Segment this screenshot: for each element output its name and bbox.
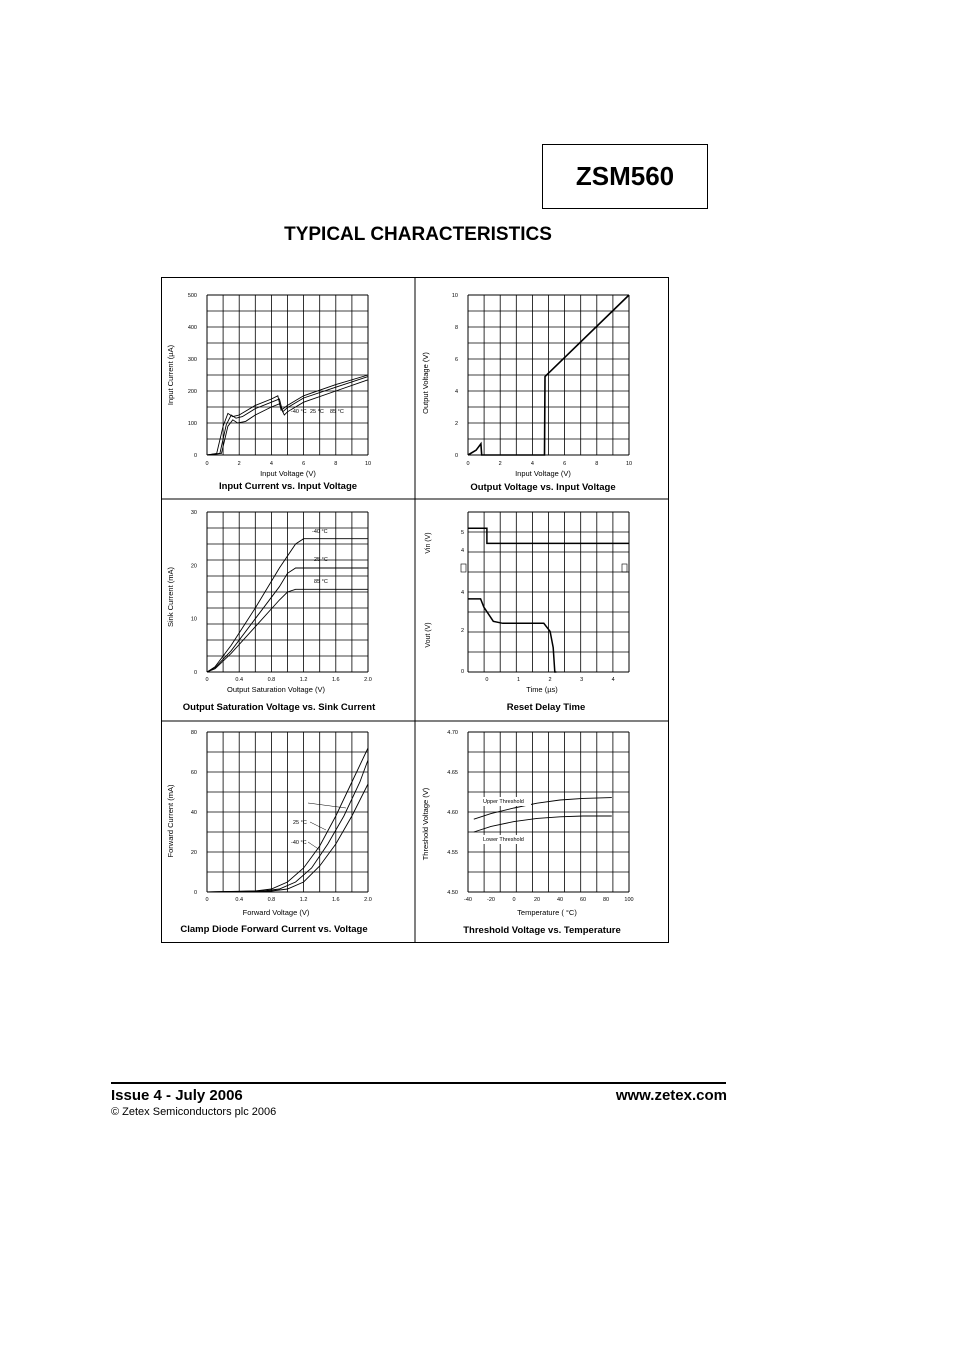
y-tick-label: 6 bbox=[454, 357, 458, 363]
x-tick-label: 0 bbox=[205, 897, 209, 903]
chart-title: Reset Delay Time bbox=[506, 702, 586, 713]
leader-line bbox=[308, 842, 320, 850]
x-tick-label: 1.6 bbox=[331, 897, 340, 903]
footer-divider bbox=[111, 1082, 726, 1084]
x-tick-label: 0 bbox=[466, 461, 470, 467]
y-axis-label: Input Current (µA) bbox=[166, 344, 175, 406]
x-axis-label: Output Saturation Voltage (V) bbox=[227, 685, 325, 694]
y-axis-label: Forward Current (mA) bbox=[166, 784, 175, 858]
x-tick-label: 2 bbox=[498, 461, 502, 467]
y-tick-label: 40 bbox=[190, 810, 197, 816]
y-tick-label: 20 bbox=[190, 850, 197, 856]
x-tick-label: 1.6 bbox=[331, 677, 340, 683]
y-tick-label: 0 bbox=[193, 670, 197, 676]
x-tick-label: 2.0 bbox=[364, 677, 372, 683]
x-tick-label: -20 bbox=[487, 897, 495, 903]
series-label: 85 °C bbox=[330, 409, 344, 415]
x-tick-label: 20 bbox=[533, 897, 541, 903]
x-tick-label: 3 bbox=[580, 677, 584, 683]
leader-line bbox=[310, 822, 326, 830]
x-tick-label: 60 bbox=[579, 897, 587, 903]
y-tick-label: 4.55 bbox=[447, 850, 458, 856]
x-tick-label: 0 bbox=[205, 677, 209, 683]
x-axis-label: Input Voltage (V) bbox=[260, 469, 316, 478]
x-tick-label: 6 bbox=[302, 461, 306, 467]
chart-title: Clamp Diode Forward Current vs. Voltage bbox=[180, 924, 368, 935]
y-axis-label: Output Voltage (V) bbox=[421, 352, 430, 414]
x-tick-label: 6 bbox=[563, 461, 567, 467]
series-label: 85 °C bbox=[314, 579, 328, 585]
y-tick-label: 20 bbox=[190, 563, 197, 570]
y-tick-label: 80 bbox=[190, 730, 197, 736]
x-tick-label: 2 bbox=[548, 677, 552, 683]
series-line-vout bbox=[468, 599, 556, 672]
axis-marker bbox=[461, 564, 466, 572]
series-label: 25 °C bbox=[310, 409, 324, 415]
x-tick-label: 2 bbox=[237, 461, 241, 467]
y-tick-label: 100 bbox=[187, 421, 197, 427]
y-tick-label: 4.50 bbox=[447, 890, 458, 896]
series-label: Lower Threshold bbox=[483, 837, 524, 843]
x-tick-label: 80 bbox=[602, 897, 610, 903]
chart-title: Output Voltage vs. Input Voltage bbox=[470, 482, 616, 493]
copyright: © Zetex Semiconductors plc 2006 bbox=[111, 1106, 277, 1118]
x-axis-label: Forward Voltage (V) bbox=[242, 908, 310, 917]
y-tick-label: 4.60 bbox=[447, 810, 458, 816]
x-tick-label: 0.4 bbox=[235, 677, 244, 683]
x-tick-label: 4 bbox=[611, 677, 615, 683]
website-link[interactable]: www.zetex.com bbox=[615, 1087, 727, 1104]
x-tick-label: 4 bbox=[269, 461, 273, 467]
x-tick-label: 1 bbox=[516, 677, 521, 683]
series-label: 25 °C bbox=[293, 820, 307, 826]
x-tick-label: 1.2 bbox=[299, 677, 308, 683]
y-tick-label: 30 bbox=[190, 510, 197, 516]
series-label: 25 °C bbox=[314, 557, 328, 563]
chart-title: Output Saturation Voltage vs. Sink Current bbox=[182, 702, 376, 713]
series-line-lower-threshold bbox=[474, 816, 612, 832]
x-tick-label: 100 bbox=[624, 897, 634, 903]
y-tick-label: 0 bbox=[454, 453, 458, 459]
y-tick-label: 0 bbox=[193, 453, 197, 459]
y-tick-label: 400 bbox=[187, 325, 197, 331]
y-axis-label-vin: Vin (V) bbox=[425, 532, 432, 554]
x-tick-label: 0.8 bbox=[267, 677, 276, 683]
x-tick-label: 4 bbox=[530, 461, 534, 467]
x-tick-label: 0 bbox=[485, 677, 489, 683]
y-tick-label: 0 bbox=[460, 669, 464, 675]
x-tick-label: 0.4 bbox=[235, 897, 244, 903]
y-tick-label: 2 bbox=[454, 421, 458, 427]
x-tick-label: 2.0 bbox=[364, 897, 372, 903]
y-tick-label: 10 bbox=[451, 293, 458, 299]
series-label: Upper Threshold bbox=[483, 799, 524, 805]
y-tick-label: 4.70 bbox=[447, 730, 458, 736]
y-tick-label: 10 bbox=[190, 616, 197, 623]
x-tick-label: 8 bbox=[334, 461, 338, 467]
y-axis-label: Threshold Voltage (V) bbox=[421, 787, 430, 861]
y-tick-label: 8 bbox=[454, 325, 458, 331]
x-tick-label: -40 bbox=[464, 897, 472, 903]
x-tick-label: 10 bbox=[625, 461, 633, 467]
x-axis-label: Temperature ( °C) bbox=[517, 908, 577, 917]
axis-marker bbox=[622, 564, 627, 572]
x-tick-label: 40 bbox=[556, 897, 564, 903]
y-tick-label: 60 bbox=[190, 770, 197, 776]
y-tick-label: 5 bbox=[460, 530, 464, 536]
y-tick-label: 0 bbox=[193, 890, 197, 896]
series-label: -40 °C bbox=[291, 840, 307, 846]
y-tick-label: 4 bbox=[454, 389, 458, 395]
y-tick-label: 4 bbox=[460, 590, 464, 596]
x-tick-label: 10 bbox=[364, 461, 372, 467]
x-tick-label: 0.8 bbox=[267, 897, 276, 903]
series-label: -40 °C bbox=[291, 409, 307, 415]
y-tick-label: 300 bbox=[187, 357, 197, 363]
y-tick-label: 4 bbox=[460, 548, 464, 554]
y-tick-label: 4.65 bbox=[447, 770, 458, 776]
x-tick-label: 0 bbox=[205, 461, 209, 467]
part-number: ZSM560 bbox=[575, 161, 675, 191]
y-axis-label: Sink Current (mA) bbox=[166, 566, 175, 628]
section-title: TYPICAL CHARACTERISTICS bbox=[284, 224, 552, 245]
x-tick-label: 0 bbox=[512, 897, 516, 903]
y-tick-label: 500 bbox=[187, 293, 197, 299]
series-label: -40 °C bbox=[312, 529, 328, 535]
x-axis-label: Input Voltage (V) bbox=[515, 469, 571, 478]
chart-title: Threshold Voltage vs. Temperature bbox=[463, 925, 621, 936]
x-tick-label: 1.2 bbox=[299, 897, 308, 903]
chart-title: Input Current vs. Input Voltage bbox=[218, 481, 358, 492]
y-tick-label: 2 bbox=[460, 628, 464, 634]
issue-date: Issue 4 - July 2006 bbox=[111, 1087, 243, 1104]
y-axis-label-vout: Vout (V) bbox=[425, 622, 432, 648]
y-tick-label: 200 bbox=[187, 389, 197, 395]
x-tick-label: 8 bbox=[595, 461, 599, 467]
x-axis-label: Time (µs) bbox=[526, 685, 558, 694]
